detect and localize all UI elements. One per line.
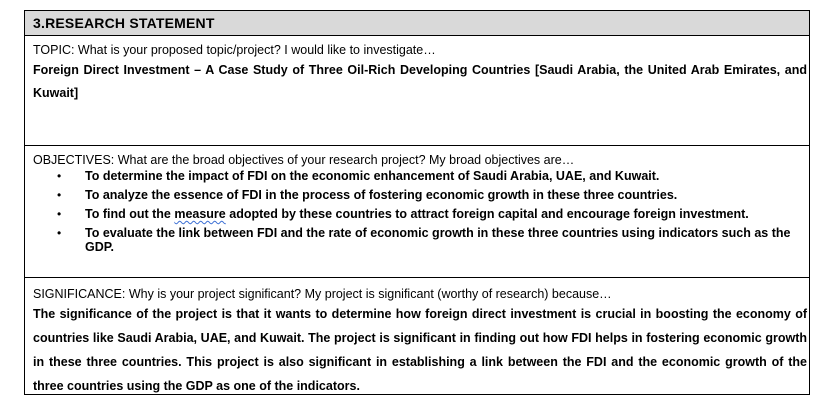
bullet-icon: •: [57, 188, 62, 202]
section-title: 3.RESEARCH STATEMENT: [33, 15, 215, 31]
objective-item[interactable]: [33, 226, 809, 254]
objective-item[interactable]: [33, 169, 809, 183]
objectives-cell[interactable]: [25, 146, 809, 278]
topic-prompt: TOPIC: What is your proposed topic/project? I would like to investigate…: [33, 43, 436, 57]
objectives-prompt: OBJECTIVES: What are the broad objectives of your research project? My broad objectives are…: [33, 153, 575, 167]
objective-text: To evaluate the link between FDI and the rate of economic growth in these three countries using indicators such as the GDP.: [85, 226, 791, 254]
spellcheck-flagged-word[interactable]: measure: [174, 207, 226, 221]
topic-answer[interactable]: Foreign Direct Investment – A Case Study of Three Oil-Rich Developing Countries [Saudi Arabia, the United Arab Emirates, and Kuwait]: [33, 63, 807, 100]
objective-text: To determine the impact of FDI on the economic enhancement of Saudi Arabia, UAE, and Kuwait.: [85, 169, 660, 183]
objective-text: To analyze the essence of FDI in the process of fostering economic growth in these three countries.: [85, 188, 678, 202]
bullet-icon: •: [57, 226, 62, 240]
significance-answer[interactable]: The significance of the project is that it wants to determine how foreign direct investment is crucial in boosting the economy of countries like Saudi Arabia, UAE, and Kuwait. The project is significant in finding out how FDI helps in fostering economic growth in these three countries. This project is also significant in establishing a link between the FDI and the economic growth of the three countries using the GDP as one of the indicators.: [33, 307, 807, 393]
bullet-icon: •: [57, 207, 62, 221]
topic-cell[interactable]: [25, 36, 809, 146]
objective-text-end: adopted by these countries to attract foreign capital and encourage foreign investment.: [225, 207, 749, 221]
section-header: [25, 11, 809, 36]
objective-item[interactable]: [33, 207, 809, 221]
significance-cell[interactable]: [25, 278, 809, 394]
significance-prompt: SIGNIFICANCE: Why is your project significant? My project is significant (worthy of research) because…: [33, 287, 612, 301]
bullet-icon: •: [57, 169, 62, 183]
objectives-list: [33, 169, 809, 254]
objective-text-start: To find out the: [85, 207, 175, 221]
objective-item[interactable]: [33, 188, 809, 202]
research-statement-table: [24, 10, 810, 395]
